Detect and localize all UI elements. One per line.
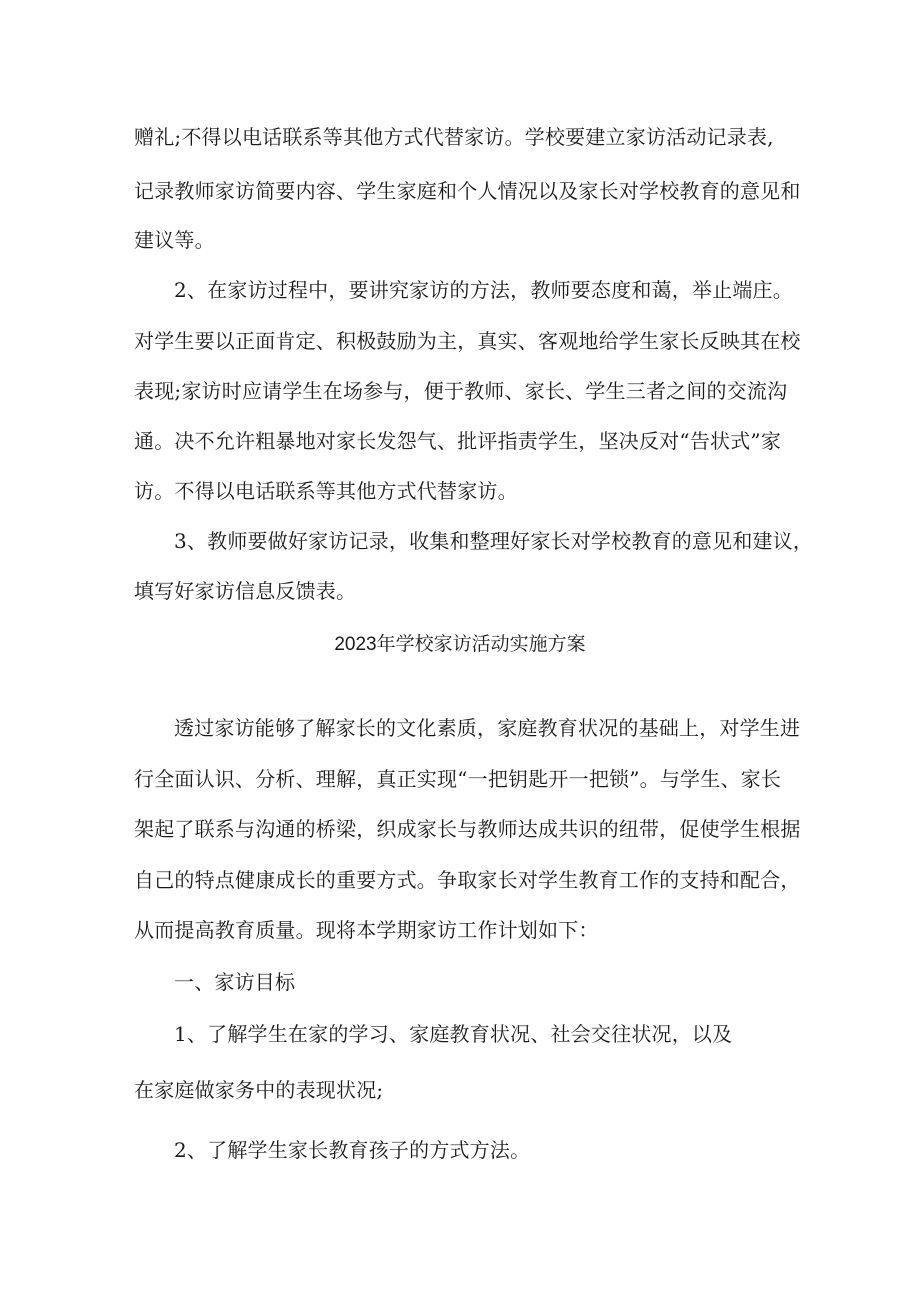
section-heading: 一、家访目标: [174, 970, 296, 994]
list-item-line: 1、了解学生在家的学习、家庭教育状况、社会交往状况，以及: [174, 1022, 733, 1046]
paragraph-line: 通。决不允许粗暴地对家长发怨气、批评指责学生，坚决反对“告状式”家: [134, 429, 782, 453]
paragraph-line: 自己的特点健康成长的重要方式。争取家长对学生教育工作的支持和配合，: [134, 868, 801, 892]
paragraph-line: 从而提高教育质量。现将本学期家访工作计划如下：: [134, 918, 599, 942]
paragraph-line: 3、教师要做好家访记录，收集和整理好家长对学校教育的意见和建议，: [174, 529, 814, 553]
paragraph-line: 建议等。: [134, 228, 215, 252]
paragraph-line: 透过家访能够了解家长的文化素质，家庭教育状况的基础上，对学生进: [174, 716, 801, 740]
paragraph-line: 对学生要以正面肯定、积极鼓励为主，真实、客观地给学生家长反映其在校: [134, 329, 801, 353]
list-item-line: 在家庭做家务中的表现状况;: [134, 1078, 384, 1102]
paragraph-line: 2、在家访过程中，要讲究家访的方法，教师要态度和蔼，举止端庄。: [174, 278, 793, 302]
paragraph-line: 赠礼;不得以电话联系等其他方式代替家访。学校要建立家访活动记录表,: [134, 125, 774, 149]
paragraph-line: 行全面认识、分析、理解，真正实现“一把钥匙开一把锁”。与学生、家长: [134, 767, 782, 791]
paragraph-line: 记录教师家访简要内容、学生家庭和个人情况以及家长对学校教育的意见和: [134, 179, 801, 203]
list-item-line: 2、了解学生家长教育孩子的方式方法。: [174, 1138, 531, 1162]
paragraph-line: 表现;家访时应请学生在场参与，便于教师、家长、学生三者之间的交流沟: [134, 379, 788, 403]
paragraph-line: 填写好家访信息反馈表。: [134, 579, 357, 603]
paragraph-line: 架起了联系与沟通的桥梁，织成家长与教师达成共识的纽带，促使学生根据: [134, 817, 801, 841]
document-title: 2023年学校家访活动实施方案: [334, 634, 586, 655]
paragraph-line: 访。不得以电话联系等其他方式代替家访。: [134, 479, 518, 503]
